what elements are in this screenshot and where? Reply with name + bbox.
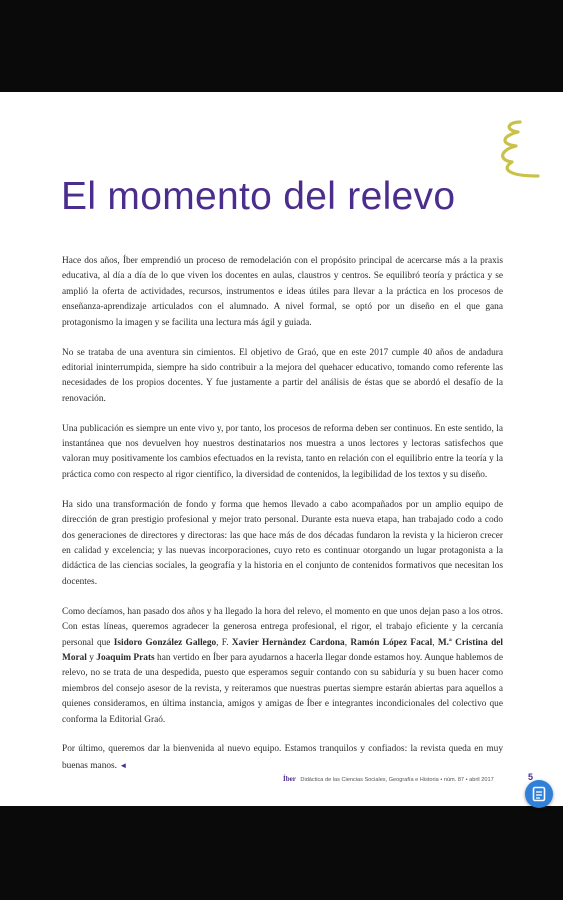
text-run: , F.	[216, 637, 232, 648]
author-name: Joaquim Prats	[96, 652, 155, 663]
text-run: Como decíamos, han pasado dos años y ha llegado la hora del relevo, el momento en que unos dejan paso a los otros. Con estas líneas, queremos agradecer la generosa entrega profesional, el rigor, el trabajo eficiente y la cercanía personal que	[62, 606, 503, 648]
paragraph: Ha sido una transformación de fondo y forma que hemos llevado a cabo acompañados por un amplio equipo de dirección de gran prestigio profesional y mejor trato personal. Durante esta nueva etapa, han trabajado codo a codo dos generaciones de directores y directoras: las que hace más de dos décadas fundaron la revista y la hicieron crecer en calidad y excelencia; y las nuevas incorporaciones, cuyo reto es continuar otorgando un lugar protagonista a la didáctica de las ciencias sociales, la geografía y la historia en el conjunto de contenidos formativos que necesitan los docentes.	[62, 499, 503, 587]
squiggle-decoration-icon	[494, 118, 540, 180]
author-name: Isidoro González Gallego	[113, 637, 217, 648]
paragraph: Una publicación es siempre un ente vivo y, por tanto, los procesos de reforma deben ser continuos. En este sentido, la instantánea que nos devuelven hoy nuestros destinatarios nos muestra a unos lectores y lectoras satisfechos que valoran muy positivamente los cambios efectuados en la revista, tanto en relación con el equilibrio entre la teoría y la práctica como con respecto al rigor científico, la diversidad de contenidos, la legibilidad de los textos y su diseño.	[62, 423, 503, 480]
author-name: Ramón López Facal	[350, 637, 433, 648]
end-mark-icon: ◄	[119, 760, 128, 770]
text-run: Por último, queremos dar la bienvenida al nuevo equipo. Estamos tranquilos y confiados: la revista queda en muy buenas manos.	[62, 744, 503, 771]
author-name: M.ª Cristina del Moral	[62, 637, 504, 663]
author-name: Xavier Hernàndez Cardona	[231, 637, 345, 648]
paragraph	[62, 605, 503, 728]
page-footer	[283, 772, 538, 783]
bottom-black-bar	[0, 806, 563, 900]
page-number: 5	[528, 772, 534, 782]
magazine-brand: Íber	[283, 775, 296, 783]
footer-text: Didáctica de las Ciencias Sociales, Geografía e Historia • núm. 87 • abril 2017	[300, 777, 494, 783]
document-fab-button[interactable]	[525, 780, 553, 808]
top-black-bar	[0, 0, 563, 92]
article-title: El momento del relevo	[61, 175, 456, 218]
text-run: han vertido en Íber para ayudarnos a hacerla llegar donde estamos hoy. Aunque hablemos de relevo, no se trata de una despedida, puesto que esperamos seguir contando con su sabiduría y su buen hacer como miembros del consejo asesor de la revista, y reiteramos que nuestras puertas siempre estarán abiertas para aquellos a quienes consideramos, en última instancia, amigos y amigas de Íber e integrantes incondicionales del colectivo que conforma la Editorial Graó.	[62, 652, 503, 725]
document-icon	[532, 786, 546, 802]
paragraph: Hace dos años, Íber emprendió un proceso de remodelación con el propósito principal de acercarse más a la praxis educativa, al día a día de lo que viven los docentes en aulas, claustros y centros. Se equilibró teoría y práctica y se amplió la oferta de actividades, recursos, instrumentos e ideas útiles para llevar a la práctica en los procesos de enseñanza-aprendizaje articulados con el alumnado. A nivel formal, se optó por un diseño en el que gana protagonismo la imagen y se facilita una lectura más ágil y guiada.	[62, 256, 503, 328]
text-run: y	[86, 652, 97, 663]
article-body	[62, 254, 503, 789]
text-run: ,	[344, 637, 351, 648]
text-run: ,	[432, 637, 438, 648]
magazine-page	[0, 92, 563, 806]
paragraph	[62, 742, 503, 774]
paragraph: No se trataba de una aventura sin cimientos. El objetivo de Graó, que en este 2017 cumple 40 años de andadura editorial ininterrumpida, siempre ha sido contribuir a la mejora del quehacer educativo, tomando como referente las necesidades de los propios docentes. Y fue justamente a partir del análisis de éstas que se abordó el desafío de la renovación.	[62, 347, 503, 404]
